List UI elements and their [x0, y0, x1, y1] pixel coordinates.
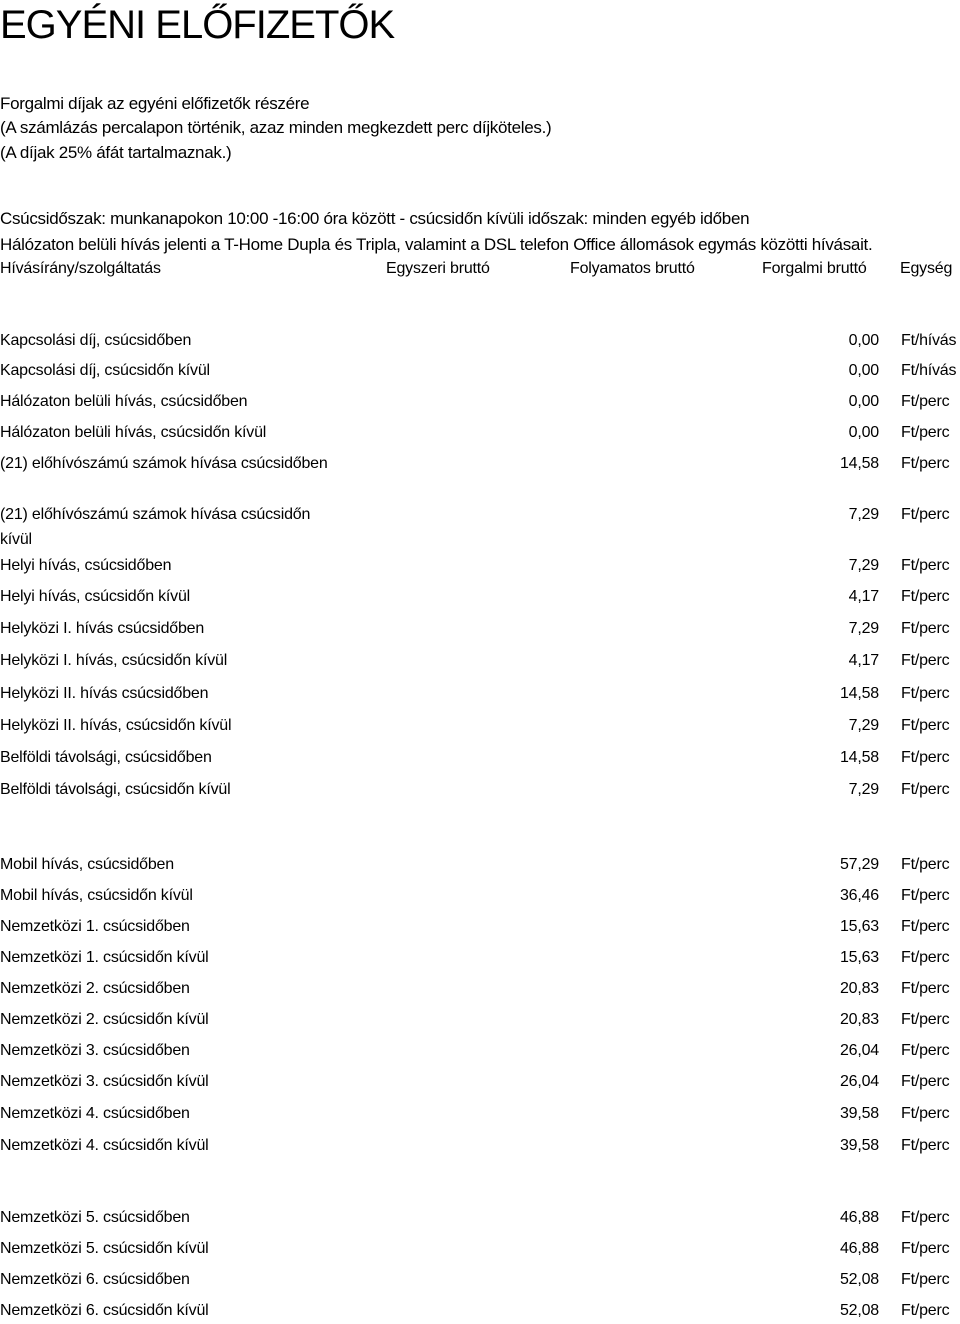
row-price: 15,63 — [839, 918, 879, 935]
table-row — [0, 648, 960, 674]
row-price: 39,58 — [839, 1105, 879, 1122]
row-label: Nemzetközi 2. csúcsidőn kívül — [0, 1011, 209, 1028]
row-label: Helyközi I. hívás csúcsidőben — [0, 620, 205, 637]
row-unit: Ft/perc — [901, 887, 950, 904]
row-price: 4,17 — [848, 652, 879, 669]
row-unit: Ft/perc — [901, 1011, 950, 1028]
table-row — [0, 420, 960, 446]
table-row — [0, 945, 960, 971]
row-label: Belföldi távolsági, csúcsidőn kívül — [0, 781, 231, 798]
row-unit: Ft/perc — [901, 588, 950, 605]
table-row — [0, 328, 960, 354]
page-title: EGYÉNI ELŐFIZETŐK — [0, 3, 395, 47]
row-price: 46,88 — [839, 1209, 879, 1226]
row-unit: Ft/perc — [901, 980, 950, 997]
table-row — [0, 745, 960, 771]
row-price: 4,17 — [848, 588, 879, 605]
intro-line-1: Forgalmi díjak az egyéni előfizetők részére — [0, 94, 310, 113]
table-row — [0, 914, 960, 940]
row-label: Kapcsolási díj, csúcsidőn kívül — [0, 362, 210, 379]
row-price: 7,29 — [848, 717, 879, 734]
row-label: (21) előhívószámú számok hívása csúcsidőn kívül — [0, 506, 311, 548]
header-continuous: Folyamatos bruttó — [570, 260, 695, 277]
table-row — [0, 1038, 960, 1064]
header-service: Hívásírány/szolgáltatás — [0, 260, 161, 277]
intro-line-3: (A díjak 25% áfát tartalmaznak.) — [0, 143, 232, 162]
row-label: (21) előhívószámú számok hívása csúcsidőben — [0, 455, 328, 472]
row-label: Nemzetközi 5. csúcsidőn kívül — [0, 1240, 209, 1257]
row-price: 0,00 — [848, 332, 879, 349]
row-price: 14,58 — [839, 685, 879, 702]
row-unit: Ft/hívás — [901, 362, 957, 379]
row-unit: Ft/perc — [901, 506, 950, 523]
row-price: 46,88 — [839, 1240, 879, 1257]
row-price: 7,29 — [848, 557, 879, 574]
row-label: Nemzetközi 3. csúcsidőn kívül — [0, 1073, 209, 1090]
table-row — [0, 584, 960, 610]
row-unit: Ft/perc — [901, 1209, 950, 1226]
row-price: 0,00 — [848, 393, 879, 410]
row-label: Belföldi távolsági, csúcsidőben — [0, 749, 212, 766]
table-row — [0, 1101, 960, 1127]
row-label: Hálózaton belüli hívás, csúcsidőn kívül — [0, 424, 267, 441]
row-price: 7,29 — [848, 506, 879, 523]
row-label: Helyközi II. hívás csúcsidőben — [0, 685, 209, 702]
row-unit: Ft/perc — [901, 1240, 950, 1257]
row-price: 39,58 — [839, 1137, 879, 1154]
table-row — [0, 1298, 960, 1324]
row-unit: Ft/perc — [901, 781, 950, 798]
row-unit: Ft/perc — [901, 749, 950, 766]
row-unit: Ft/perc — [901, 717, 950, 734]
row-unit: Ft/perc — [901, 949, 950, 966]
row-price: 20,83 — [839, 1011, 879, 1028]
row-unit: Ft/perc — [901, 557, 950, 574]
row-unit: Ft/perc — [901, 393, 950, 410]
row-label: Hálózaton belüli hívás, csúcsidőben — [0, 393, 248, 410]
row-price: 7,29 — [848, 781, 879, 798]
row-label: Nemzetközi 5. csúcsidőben — [0, 1209, 190, 1226]
table-row — [0, 852, 960, 878]
row-label: Kapcsolási díj, csúcsidőben — [0, 332, 192, 349]
table-row — [0, 358, 960, 384]
row-label: Nemzetközi 1. csúcsidőben — [0, 918, 190, 935]
row-label: Mobil hívás, csúcsidőn kívül — [0, 887, 193, 904]
row-label: Nemzetközi 6. csúcsidőben — [0, 1271, 190, 1288]
row-price: 36,46 — [839, 887, 879, 904]
row-unit: Ft/perc — [901, 918, 950, 935]
table-row — [0, 883, 960, 909]
table-row — [0, 1069, 960, 1095]
row-unit: Ft/perc — [901, 1271, 950, 1288]
row-price: 52,08 — [839, 1271, 879, 1288]
row-price: 15,63 — [839, 949, 879, 966]
intro-line-2: (A számlázás percalapon történik, azaz minden megkezdett perc díjköteles.) — [0, 118, 552, 137]
row-price: 26,04 — [839, 1073, 879, 1090]
header-traffic: Forgalmi bruttó — [762, 260, 867, 277]
table-row — [0, 451, 960, 477]
row-label: Helyi hívás, csúcsidőn kívül — [0, 588, 191, 605]
header-one-time: Egyszeri bruttó — [386, 260, 490, 277]
row-label: Nemzetközi 6. csúcsidőn kívül — [0, 1302, 209, 1319]
table-row — [0, 1267, 960, 1293]
table-row — [0, 553, 960, 579]
table-row — [0, 616, 960, 642]
table-row — [0, 1133, 960, 1159]
row-price: 7,29 — [848, 620, 879, 637]
table-row — [0, 777, 960, 803]
row-label: Helyközi I. hívás, csúcsidőn kívül — [0, 652, 228, 669]
row-label: Helyi hívás, csúcsidőben — [0, 557, 172, 574]
row-unit: Ft/perc — [901, 1105, 950, 1122]
table-row — [0, 389, 960, 415]
row-unit: Ft/perc — [901, 424, 950, 441]
row-price: 14,58 — [839, 749, 879, 766]
table-row — [0, 713, 960, 739]
table-row — [0, 1236, 960, 1262]
row-unit: Ft/perc — [901, 455, 950, 472]
header-unit: Egység — [900, 260, 953, 277]
table-row — [0, 681, 960, 707]
row-price: 20,83 — [839, 980, 879, 997]
row-unit: Ft/hívás — [901, 332, 957, 349]
row-unit: Ft/perc — [901, 1042, 950, 1059]
row-price: 52,08 — [839, 1302, 879, 1319]
row-unit: Ft/perc — [901, 652, 950, 669]
row-label: Nemzetközi 4. csúcsidőn kívül — [0, 1137, 209, 1154]
row-unit: Ft/perc — [901, 1073, 950, 1090]
row-label: Mobil hívás, csúcsidőben — [0, 856, 174, 873]
row-label: Nemzetközi 2. csúcsidőben — [0, 980, 190, 997]
table-row — [0, 502, 960, 548]
table-row — [0, 1205, 960, 1231]
intro-line-5: Hálózaton belüli hívás jelenti a T-Home Dupla és Tripla, valamint a DSL telefon Office állomások egymás közötti hívásait. — [0, 235, 873, 254]
row-unit: Ft/perc — [901, 1302, 950, 1319]
row-label: Nemzetközi 3. csúcsidőben — [0, 1042, 190, 1059]
row-label: Nemzetközi 1. csúcsidőn kívül — [0, 949, 209, 966]
row-price: 14,58 — [839, 455, 879, 472]
table-row — [0, 976, 960, 1002]
row-unit: Ft/perc — [901, 856, 950, 873]
row-unit: Ft/perc — [901, 1137, 950, 1154]
row-unit: Ft/perc — [901, 620, 950, 637]
row-label: Nemzetközi 4. csúcsidőben — [0, 1105, 190, 1122]
table-row — [0, 1007, 960, 1033]
row-label: Helyközi II. hívás, csúcsidőn kívül — [0, 717, 232, 734]
row-price: 0,00 — [848, 362, 879, 379]
row-price: 0,00 — [848, 424, 879, 441]
row-price: 26,04 — [839, 1042, 879, 1059]
row-price: 57,29 — [839, 856, 879, 873]
intro-line-4: Csúcsidőszak: munkanapokon 10:00 -16:00 óra között - csúcsidőn kívüli időszak: minden egyéb időben — [0, 209, 750, 228]
row-unit: Ft/perc — [901, 685, 950, 702]
